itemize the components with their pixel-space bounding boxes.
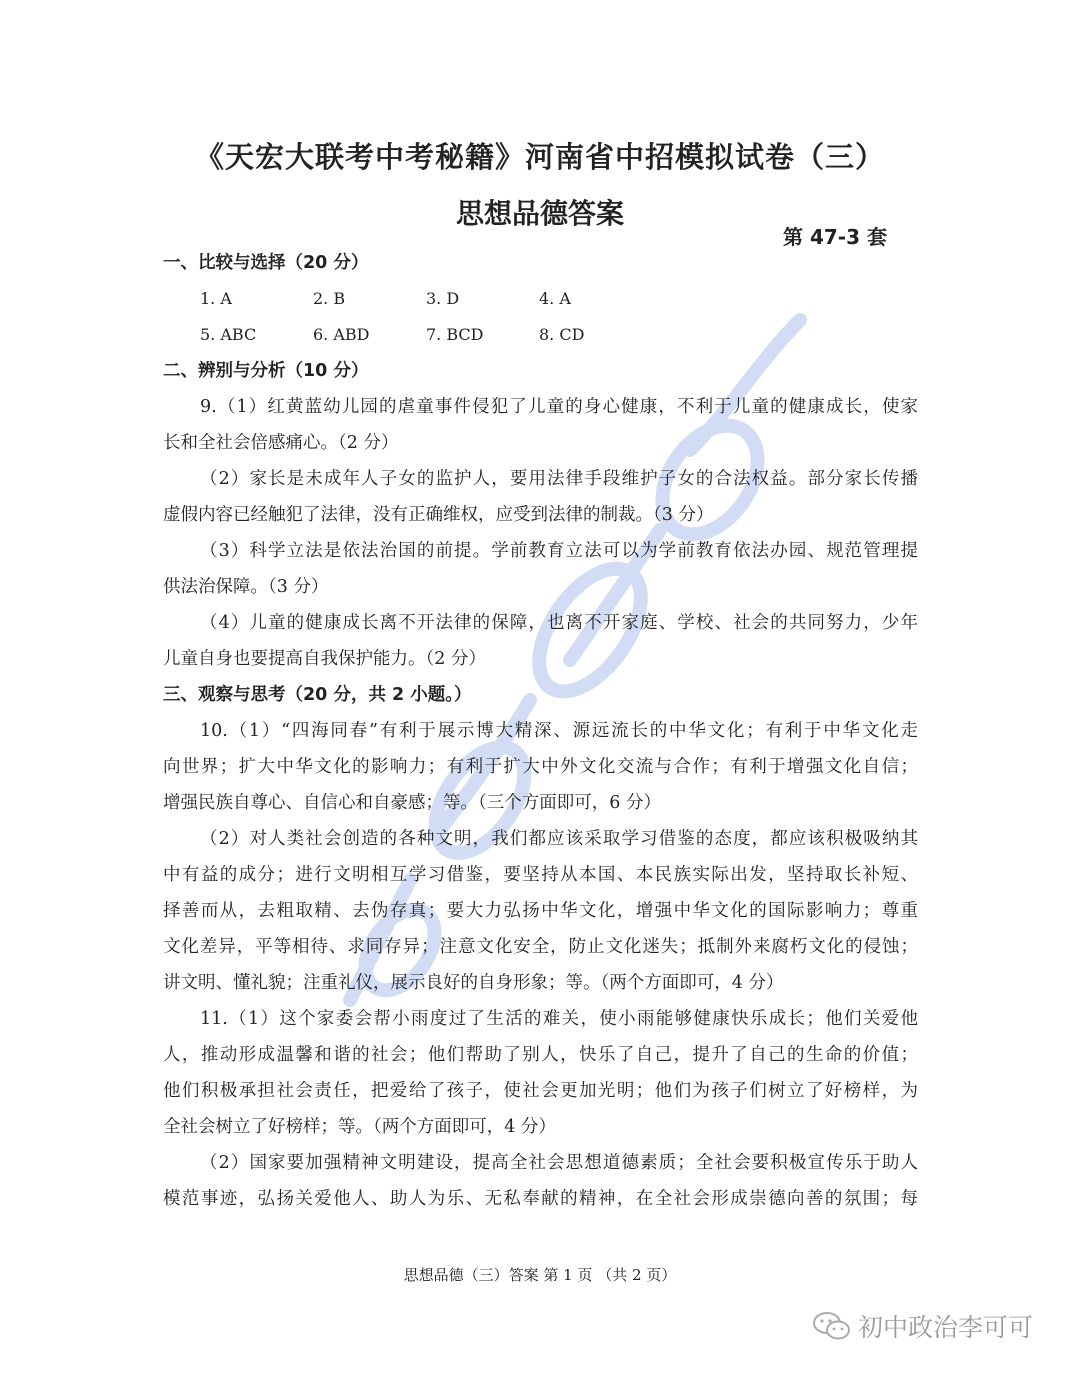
section-heading: 一、比较与选择（20 分） [163,253,369,273]
choice-answer: 2. B [313,289,346,308]
wechat-brand [812,1308,1033,1344]
answer-line: 全社会树立了好榜样；等。（两个方面即可，4 分） [163,1117,556,1137]
section-heading: 三、观察与思考（20 分，共 2 小题。） [163,685,472,705]
answer-line: 他们积极承担社会责任，把爱给了孩子，使社会更加光明；他们为孩子们树立了好榜样，为 [163,1081,918,1101]
answer-line: 儿童自身也要提高自我保护能力。（2 分） [163,649,486,669]
brand-name: 初中政治李可可 [858,1313,1034,1342]
answer-line: （2）对人类社会创造的各种文明，我们都应该采取学习借鉴的态度，都应该积极吸纳其 [200,829,918,849]
answer-line: 9.（1）红黄蓝幼儿园的虐童事件侵犯了儿童的身心健康，不利于儿童的健康成长，使家 [200,397,918,417]
choice-answer: 4. A [539,289,571,308]
choice-answer: 1. A [200,289,232,308]
answer-line: 10.（1）“四海同春”有利于展示博大精深、源远流长的中华文化；有利于中华文化走 [200,721,918,741]
choice-answer: 3. D [426,289,460,308]
answer-line: 中有益的成分；进行文明相互学习借鉴，要坚持从本国、本民族实际出发，坚持取长补短、 [163,865,918,885]
answer-line: 增强民族自尊心、自信心和自豪感；等。（三个方面即可，6 分） [163,793,661,813]
answer-body [163,245,918,1217]
answer-line: （3）科学立法是依法治国的前提。学前教育立法可以为学前教育依法办园、规范管理提 [200,541,918,561]
answer-line: 长和全社会倍感痛心。（2 分） [163,433,399,453]
answer-line: 向世界；扩大中华文化的影响力；有利于扩大中外文化交流与合作；有利于增强文化自信； [163,757,918,777]
wechat-icon [812,1310,852,1342]
answer-line: （2）国家要加强精神文明建设，提高全社会思想道德素质；全社会要积极宣传乐于助人 [200,1153,918,1173]
choice-answer: 7. BCD [426,325,484,344]
document-title: 《天宏大联考中考秘籍》河南省中招模拟试卷（三） [194,140,885,174]
answer-line: 11.（1）这个家委会帮小雨度过了生活的难关，使小雨能够健康快乐成长；他们关爱他 [200,1009,918,1029]
document-subtitle: 思想品德答案 [455,197,624,230]
choice-answer: 5. ABC [200,325,257,344]
choice-answers-row [163,281,918,317]
choice-answer: 6. ABD [313,325,370,344]
answer-line: 模范事迹，弘扬关爱他人、助人为乐、无私奉献的精神，在全社会形成崇德向善的氛围；每 [163,1189,918,1209]
answer-line: 文化差异，平等相待、求同存异；注意文化安全，防止文化迷失；抵制外来腐朽文化的侵蚀； [163,937,918,957]
page-footer: 思想品德（三）答案 第 1 页 （共 2 页） [403,1266,677,1284]
set-number: 第 47-3 套 [783,225,887,249]
answer-line: 讲文明、懂礼貌；注重礼仪，展示良好的自身形象；等。（两个方面即可，4 分） [163,973,784,993]
choice-answer: 8. CD [539,325,585,344]
answer-line: 虚假内容已经触犯了法律，没有正确维权，应受到法律的制裁。（3 分） [163,505,714,525]
answer-line: 择善而从，去粗取精、去伪存真；要大力弘扬中华文化，增强中华文化的国际影响力；尊重 [163,901,918,921]
section-heading: 二、辨别与分析（10 分） [163,361,369,381]
answer-line: 供法治保障。（3 分） [163,577,329,597]
answer-line: （4）儿童的健康成长离不开法律的保障，也离不开家庭、学校、社会的共同努力，少年 [200,613,918,633]
answer-line: 人，推动形成温馨和谐的社会；他们帮助了别人，快乐了自己，提升了自己的生命的价值； [163,1045,918,1065]
choice-answers-row [163,317,918,353]
answer-line: （2）家长是未成年人子女的监护人，要用法律手段维护子女的合法权益。部分家长传播 [200,469,918,489]
